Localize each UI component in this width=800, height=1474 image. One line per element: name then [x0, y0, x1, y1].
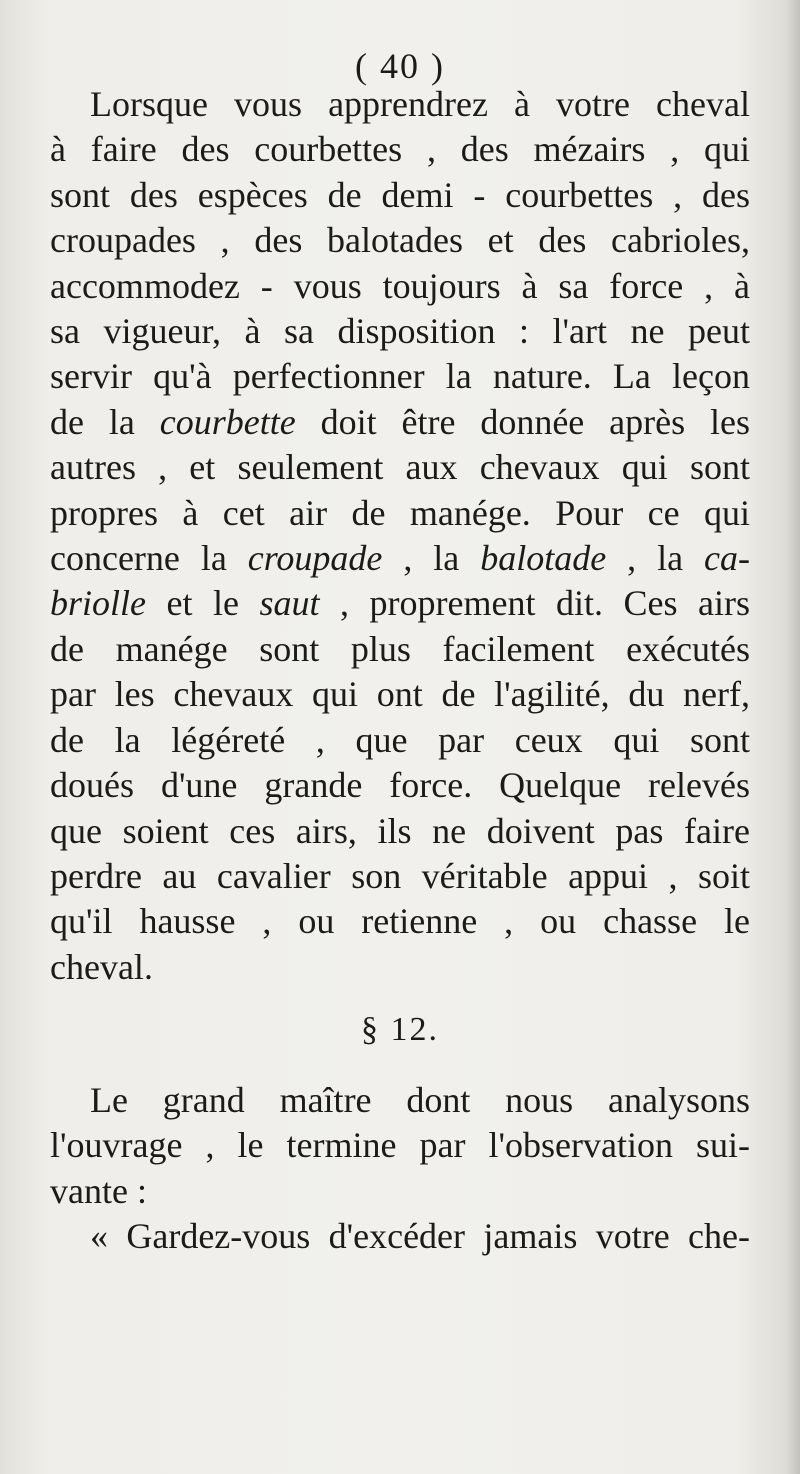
text-run: doit être donnée après les [295, 401, 750, 442]
italic-term: courbette [159, 401, 296, 442]
text-line: Lorsque vous apprendrez à votre cheval [90, 84, 750, 124]
text-line: l'ouvrage , le termine par l'observation sui- [50, 1125, 750, 1166]
text-line: à faire des courbettes , des mézairs , qui [50, 129, 750, 170]
text-line: propres à cet air de manége. Pour ce qui [50, 492, 750, 533]
text-line [50, 536, 750, 581]
text-line: perdre au cavalier son véritable appui , soit [50, 855, 750, 896]
text-line: par les chevaux qui ont de l'agilité, du nerf, [50, 674, 750, 715]
italic-term: saut [259, 583, 320, 624]
text-line: autres , et seulement aux chevaux qui sont [50, 447, 750, 488]
text-line: servir qu'à perfectionner la nature. La leçon [50, 356, 750, 397]
text-line: vante : [50, 1170, 147, 1211]
text-run: et le [146, 583, 260, 624]
italic-term: croupade [247, 538, 383, 579]
text-line [50, 400, 750, 445]
text-line: accommodez - vous toujours à sa force , à [50, 265, 750, 306]
text-line: de manége sont plus facilement exécutés [50, 628, 750, 669]
text-run: concerne la [50, 538, 248, 579]
text-line: Le grand maître dont nous analysons [90, 1080, 750, 1120]
paragraph-1 [50, 82, 750, 990]
text-line: sont des espèces de demi - courbettes , des [50, 174, 750, 215]
text-line: sa vigueur, à sa disposition : l'art ne peut [50, 311, 750, 352]
text-line: de la légéreté , que par ceux qui sont [50, 719, 750, 760]
page-edge-shadow [786, 0, 800, 1474]
text-run: , la [606, 538, 705, 579]
text-line [50, 581, 750, 626]
text-line: doués d'une grande force. Quelque relevés [50, 765, 750, 806]
italic-term: briolle [50, 583, 146, 624]
text-line: cheval. [50, 946, 153, 987]
page-number: ( 40 ) [355, 46, 445, 86]
italic-term: ca- [704, 538, 750, 579]
text-run: , proprement dit. Ces airs [319, 583, 750, 624]
paragraph-2 [50, 1078, 750, 1260]
section-heading: § 12. [361, 1011, 439, 1048]
text-line: que soient ces airs, ils ne doivent pas faire [50, 810, 750, 851]
italic-term: balotade [480, 538, 607, 579]
text-run: , la [382, 538, 481, 579]
text-line: « Gardez-vous d'excéder jamais votre che- [90, 1216, 750, 1257]
text-line: croupades , des balotades et des cabrioles, [50, 220, 750, 261]
text-line: qu'il hausse , ou retienne , ou chasse le [50, 901, 750, 942]
text-run: de la [50, 401, 160, 442]
